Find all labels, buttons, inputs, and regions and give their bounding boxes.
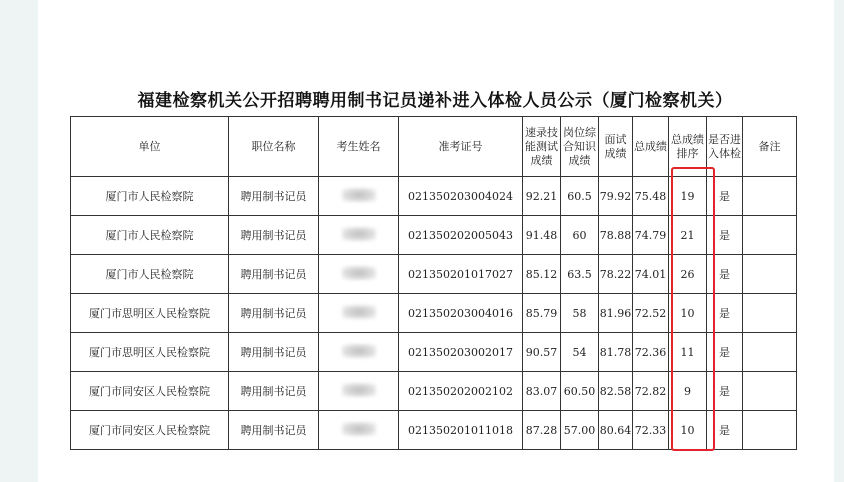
cell-unit: 厦门市同安区人民检察院: [71, 411, 229, 450]
cell-knowledge-score: 54: [561, 333, 599, 372]
cell-interview-score: 82.58: [599, 372, 633, 411]
candidate-table: [70, 116, 797, 450]
cell-position: 聘用制书记员: [229, 372, 319, 411]
cell-typing-score: 85.12: [523, 255, 561, 294]
cell-enter-exam: 是: [707, 216, 743, 255]
redacted-name: [342, 344, 376, 358]
cell-remark: [743, 216, 797, 255]
cell-remark: [743, 411, 797, 450]
cell-remark: [743, 372, 797, 411]
cell-total-score: 74.01: [633, 255, 669, 294]
cell-unit: 厦门市思明区人民检察院: [71, 294, 229, 333]
cell-total-score: 72.82: [633, 372, 669, 411]
header-exam-id: 准考证号: [399, 117, 523, 177]
cell-name: [319, 255, 399, 294]
cell-knowledge-score: 60: [561, 216, 599, 255]
cell-total-score: 72.36: [633, 333, 669, 372]
cell-enter-exam: 是: [707, 177, 743, 216]
cell-typing-score: 90.57: [523, 333, 561, 372]
table-body: [71, 177, 797, 450]
cell-name: [319, 333, 399, 372]
cell-rank: 11: [669, 333, 707, 372]
header-unit: 单位: [71, 117, 229, 177]
header-typing-score: 速录技 能测试 成绩: [523, 117, 561, 177]
cell-position: 聘用制书记员: [229, 216, 319, 255]
cell-interview-score: 78.88: [599, 216, 633, 255]
cell-exam-id: 021350203002017: [399, 333, 523, 372]
cell-enter-exam: 是: [707, 411, 743, 450]
cell-knowledge-score: 60.50: [561, 372, 599, 411]
cell-rank: 26: [669, 255, 707, 294]
header-position: 职位名称: [229, 117, 319, 177]
header-total-score: 总成绩: [633, 117, 669, 177]
cell-exam-id: 021350203004024: [399, 177, 523, 216]
cell-rank: 21: [669, 216, 707, 255]
header-interview-score: 面试 成绩: [599, 117, 633, 177]
cell-interview-score: 81.78: [599, 333, 633, 372]
cell-unit: 厦门市人民检察院: [71, 255, 229, 294]
header-knowledge-score: 岗位综 合知识 成绩: [561, 117, 599, 177]
cell-knowledge-score: 58: [561, 294, 599, 333]
redacted-name: [342, 383, 376, 397]
cell-rank: 10: [669, 411, 707, 450]
redacted-name: [342, 266, 376, 280]
cell-remark: [743, 255, 797, 294]
cell-position: 聘用制书记员: [229, 294, 319, 333]
cell-interview-score: 79.92: [599, 177, 633, 216]
cell-rank: 10: [669, 294, 707, 333]
cell-enter-exam: 是: [707, 372, 743, 411]
cell-typing-score: 92.21: [523, 177, 561, 216]
cell-position: 聘用制书记员: [229, 333, 319, 372]
cell-unit: 厦门市思明区人民检察院: [71, 333, 229, 372]
cell-unit: 厦门市人民检察院: [71, 177, 229, 216]
header-row: [71, 117, 797, 177]
cell-typing-score: 91.48: [523, 216, 561, 255]
table-row: [71, 294, 797, 333]
header-name: 考生姓名: [319, 117, 399, 177]
redacted-name: [342, 188, 376, 202]
cell-interview-score: 81.96: [599, 294, 633, 333]
table-row: [71, 372, 797, 411]
cell-remark: [743, 177, 797, 216]
cell-position: 聘用制书记员: [229, 411, 319, 450]
cell-remark: [743, 294, 797, 333]
cell-exam-id: 021350203004016: [399, 294, 523, 333]
cell-unit: 厦门市人民检察院: [71, 216, 229, 255]
table-row: [71, 216, 797, 255]
cell-unit: 厦门市同安区人民检察院: [71, 372, 229, 411]
cell-position: 聘用制书记员: [229, 255, 319, 294]
cell-rank: 19: [669, 177, 707, 216]
table-row: [71, 255, 797, 294]
cell-exam-id: 021350201011018: [399, 411, 523, 450]
cell-total-score: 74.79: [633, 216, 669, 255]
cell-rank: 9: [669, 372, 707, 411]
redacted-name: [342, 422, 376, 436]
cell-exam-id: 021350201017027: [399, 255, 523, 294]
cell-typing-score: 85.79: [523, 294, 561, 333]
cell-name: [319, 177, 399, 216]
page-title: 福建检察机关公开招聘聘用制书记员递补进入体检人员公示（厦门检察机关）: [137, 91, 733, 111]
cell-enter-exam: 是: [707, 294, 743, 333]
cell-interview-score: 78.22: [599, 255, 633, 294]
table-row: [71, 411, 797, 450]
header-rank: 总成绩 排序: [669, 117, 707, 177]
cell-total-score: 72.52: [633, 294, 669, 333]
cell-knowledge-score: 60.5: [561, 177, 599, 216]
cell-name: [319, 294, 399, 333]
cell-exam-id: 021350202002102: [399, 372, 523, 411]
cell-knowledge-score: 57.00: [561, 411, 599, 450]
header-enter-exam: 是否进 入体检: [707, 117, 743, 177]
cell-name: [319, 216, 399, 255]
cell-name: [319, 372, 399, 411]
cell-exam-id: 021350202005043: [399, 216, 523, 255]
redacted-name: [342, 227, 376, 241]
cell-remark: [743, 333, 797, 372]
table-row: [71, 177, 797, 216]
header-remark: 备注: [743, 117, 797, 177]
table-row: [71, 333, 797, 372]
cell-typing-score: 87.28: [523, 411, 561, 450]
cell-name: [319, 411, 399, 450]
cell-total-score: 75.48: [633, 177, 669, 216]
cell-interview-score: 80.64: [599, 411, 633, 450]
cell-knowledge-score: 63.5: [561, 255, 599, 294]
cell-typing-score: 83.07: [523, 372, 561, 411]
cell-enter-exam: 是: [707, 255, 743, 294]
cell-total-score: 72.33: [633, 411, 669, 450]
cell-position: 聘用制书记员: [229, 177, 319, 216]
cell-enter-exam: 是: [707, 333, 743, 372]
redacted-name: [342, 305, 376, 319]
